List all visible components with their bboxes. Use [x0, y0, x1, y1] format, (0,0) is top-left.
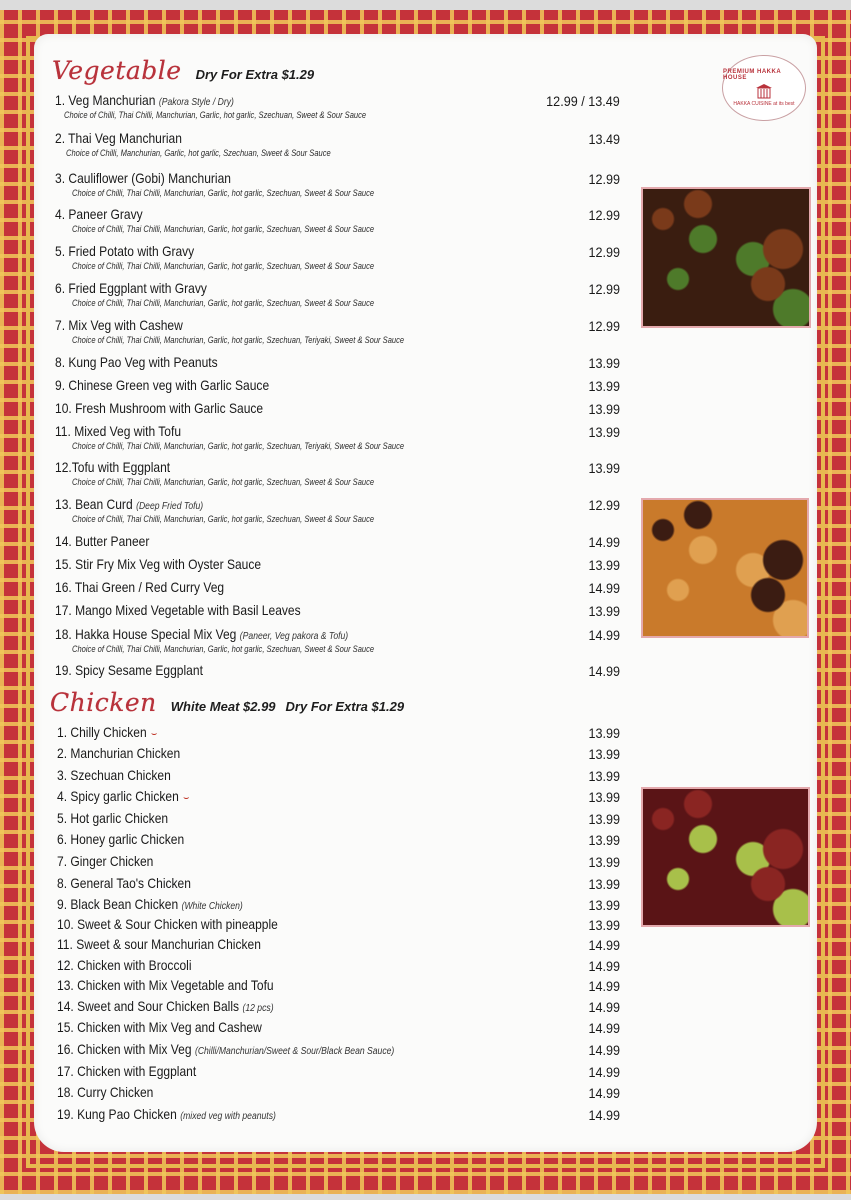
menu-item-note: (White Chicken) [181, 901, 243, 912]
vegetable-section-header [52, 56, 314, 85]
menu-item-name-wrapper [55, 496, 203, 512]
menu-item-price: 13.99 [588, 917, 620, 933]
menu-item-name: 1. Chilly Chicken [57, 724, 147, 740]
menu-item-name: 18. Curry Chicken [57, 1084, 154, 1100]
menu-item-name: 3. Szechuan Chicken [57, 767, 171, 783]
menu-item-price: 13.99 [588, 789, 620, 805]
menu-item-name: 16. Chicken with Mix Veg [57, 1041, 192, 1057]
menu-item-name-wrapper [57, 724, 157, 741]
menu-item-price: 13.99 [588, 424, 620, 440]
menu-item-name-wrapper [55, 602, 301, 618]
menu-item-name: 13. Chicken with Mix Vegetable and Tofu [57, 977, 274, 993]
chicken-item-3 [0, 767, 851, 784]
chicken-title: Chicken [50, 688, 157, 717]
menu-item-sauce-choices: Choice of Chilli, Thai Chilli, Manchurian, Garlic, hot garlic, Szechuan, Sweet & Sour Sauce [72, 514, 375, 524]
menu-item-price: 12.99 [588, 318, 620, 334]
chicken-item-16 [0, 1041, 851, 1058]
chicken-item-19 [0, 1106, 851, 1123]
menu-item-name-wrapper [57, 1019, 262, 1035]
vegetable-item-8 [0, 354, 851, 371]
menu-item-name: 8. Kung Pao Veg with Peanuts [55, 354, 218, 370]
menu-item-name-wrapper [55, 354, 218, 370]
menu-item-name-wrapper [57, 788, 189, 805]
menu-item-name: 8. General Tao's Chicken [57, 875, 191, 891]
logo-title: PREMIUM HAKKA HOUSE [723, 69, 781, 81]
menu-item-name: 2. Manchurian Chicken [57, 745, 181, 761]
menu-item-sauce-choices: Choice of Chilli, Thai Chilli, Manchurian, Garlic, hot garlic, Szechuan, Sweet & Sour Sauce [64, 110, 367, 120]
menu-item-price: 12.99 [588, 281, 620, 297]
menu-item-name: 9. Chinese Green veg with Garlic Sauce [55, 377, 270, 393]
menu-item-price: 14.99 [588, 534, 620, 550]
menu-item-note: (Pakora Style / Dry) [158, 97, 234, 108]
menu-item-name: 19. Spicy Sesame Eggplant [55, 662, 203, 678]
menu-item-name: 12. Chicken with Broccoli [57, 957, 192, 973]
chicken-item-12 [0, 957, 851, 974]
menu-item-name-wrapper [57, 1084, 153, 1100]
vegetable-title: Vegetable [52, 56, 182, 85]
menu-item-price: 13.99 [588, 811, 620, 827]
menu-item-price: 13.99 [588, 897, 620, 913]
menu-item-sauce-choices: Choice of Chilli, Thai Chilli, Manchurian, Garlic, hot garlic, Szechuan, Teriyaki, Sweet & Sour Sauce [72, 441, 405, 451]
vegetable-manchurian-photo [641, 187, 811, 328]
menu-item-price: 12.99 [588, 497, 620, 513]
vegetable-dry-note: Dry For Extra $1.29 [195, 67, 315, 82]
chicken-item-15 [0, 1019, 851, 1036]
menu-item-name-wrapper [57, 767, 171, 783]
menu-item-name: 13. Bean Curd [55, 496, 133, 512]
menu-item-name: 10. Fresh Mushroom with Garlic Sauce [55, 400, 264, 416]
menu-item-name-wrapper [55, 170, 231, 186]
menu-item-price: 14.99 [588, 1020, 620, 1036]
chicken-item-1 [0, 724, 851, 741]
menu-item-price: 14.99 [588, 999, 620, 1015]
menu-item-name: 16. Thai Green / Red Curry Veg [55, 579, 225, 595]
menu-item-name: 5. Hot garlic Chicken [57, 810, 169, 826]
menu-item-price: 14.99 [588, 1064, 620, 1080]
menu-item-name-wrapper [57, 896, 243, 912]
menu-item-price: 13.99 [588, 768, 620, 784]
chicken-item-14 [0, 998, 851, 1015]
menu-item-name: 15. Chicken with Mix Veg and Cashew [57, 1019, 262, 1035]
menu-item-name: 9. Black Bean Chicken [57, 896, 179, 912]
menu-item-name-wrapper [57, 998, 274, 1014]
menu-item-name: 12.Tofu with Eggplant [55, 459, 171, 475]
menu-item-price: 14.99 [588, 958, 620, 974]
menu-item-name-wrapper [55, 662, 203, 678]
menu-item-name-wrapper [55, 400, 263, 416]
menu-item-sauce-choices: Choice of Chilli, Thai Chilli, Manchurian, Garlic, hot garlic, Szechuan, Sweet & Sour Sauce [72, 298, 375, 308]
menu-item-price: 14.99 [588, 1085, 620, 1101]
chicken-dry-note: Dry For Extra $1.29 [285, 699, 405, 714]
menu-item-price: 14.99 [588, 580, 620, 596]
vegetable-item-19 [0, 662, 851, 679]
menu-item-name: 19. Kung Pao Chicken [57, 1106, 177, 1122]
menu-item-price: 13.99 [588, 557, 620, 573]
menu-item-name-wrapper [57, 875, 191, 891]
vegetable-item-11 [0, 423, 851, 451]
menu-item-name-wrapper [57, 810, 168, 826]
vegetable-item-12 [0, 459, 851, 487]
pagoda-icon [755, 83, 773, 99]
menu-item-name: 5. Fried Potato with Gravy [55, 243, 195, 259]
menu-item-name-wrapper [55, 626, 348, 642]
menu-item-price: 14.99 [588, 663, 620, 679]
menu-item-name-wrapper [55, 579, 224, 595]
menu-item-name-wrapper [55, 92, 234, 108]
menu-item-sauce-choices: Choice of Chilli, Manchurian, Garlic, hot garlic, Szechuan, Sweet & Sour Sauce [66, 148, 331, 158]
menu-item-name-wrapper [55, 317, 183, 333]
menu-item-price: 13.99 [588, 378, 620, 394]
menu-item-name: 7. Ginger Chicken [57, 853, 154, 869]
menu-item-name: 6. Fried Eggplant with Gravy [55, 280, 207, 296]
menu-item-name-wrapper [55, 280, 207, 296]
menu-item-name: 17. Chicken with Eggplant [57, 1063, 197, 1079]
menu-item-name: 14. Sweet and Sour Chicken Balls [57, 998, 240, 1014]
menu-item-name: 6. Honey garlic Chicken [57, 831, 185, 847]
menu-item-name-wrapper [57, 1041, 394, 1057]
menu-item-note: (Paneer, Veg pakora & Tofu) [239, 631, 349, 642]
menu-item-name-wrapper [55, 206, 143, 222]
logo-subtitle: HAKKA CUISINE at its best [733, 101, 795, 107]
menu-item-price: 12.99 [588, 244, 620, 260]
vegetable-item-9 [0, 377, 851, 394]
chicken-item-13 [0, 977, 851, 994]
menu-item-price: 13.99 [588, 355, 620, 371]
menu-item-name-wrapper [55, 459, 170, 475]
menu-item-note: (Deep Fried Tofu) [136, 501, 204, 512]
menu-item-name-wrapper [55, 533, 149, 549]
menu-item-name-wrapper [57, 957, 192, 973]
menu-item-sauce-choices: Choice of Chilli, Thai Chilli, Manchurian, Garlic, hot garlic, Szechuan, Sweet & Sour Sauce [72, 188, 375, 198]
menu-item-price: 14.99 [588, 978, 620, 994]
menu-item-name-wrapper [55, 130, 182, 146]
menu-item-price: 14.99 [588, 1042, 620, 1058]
menu-item-name: 4. Paneer Gravy [55, 206, 143, 222]
menu-item-price: 13.49 [588, 131, 620, 147]
menu-item-note: (mixed veg with peanuts) [180, 1111, 276, 1122]
menu-item-name-wrapper [57, 916, 278, 932]
menu-item-sauce-choices: Choice of Chilli, Thai Chilli, Manchurian, Garlic, hot garlic, Szechuan, Teriyaki, Sweet & Sour Sauce [72, 335, 405, 345]
chicken-white-meat-note: White Meat $2.99 [170, 699, 276, 714]
menu-item-name: 10. Sweet & Sour Chicken with pineapple [57, 916, 278, 932]
menu-item-name-wrapper [57, 853, 153, 869]
chicken-section-header [50, 688, 404, 717]
menu-item-price: 12.99 [588, 207, 620, 223]
menu-item-name-wrapper [55, 423, 181, 439]
menu-item-name-wrapper [57, 977, 274, 993]
menu-item-sauce-choices: Choice of Chilli, Thai Chilli, Manchurian, Garlic, hot garlic, Szechuan, Sweet & Sour Sauce [72, 224, 375, 234]
menu-item-name-wrapper [55, 556, 261, 572]
chicken-item-11 [0, 936, 851, 953]
menu-item-name: 17. Mango Mixed Vegetable with Basil Leaves [55, 602, 301, 618]
menu-item-name: 7. Mix Veg with Cashew [55, 317, 183, 333]
chilli-chicken-photo [641, 787, 810, 927]
menu-item-price: 12.99 [588, 171, 620, 187]
menu-item-price: 14.99 [588, 1107, 620, 1123]
menu-item-sauce-choices: Choice of Chilli, Thai Chilli, Manchurian, Garlic, hot garlic, Szechuan, Sweet & Sour Sauce [72, 644, 375, 654]
menu-item-name: 15. Stir Fry Mix Veg with Oyster Sauce [55, 556, 262, 572]
menu-item-sauce-choices: Choice of Chilli, Thai Chilli, Manchurian, Garlic, hot garlic, Szechuan, Sweet & Sour Sauce [72, 477, 375, 487]
menu-item-name: 14. Butter Paneer [55, 533, 150, 549]
menu-item-name-wrapper [55, 377, 269, 393]
menu-item-name-wrapper [57, 745, 180, 761]
menu-item-price: 13.99 [588, 832, 620, 848]
menu-item-name: 4. Spicy garlic Chicken [57, 788, 179, 804]
menu-item-name-wrapper [57, 831, 184, 847]
restaurant-logo [722, 55, 806, 121]
menu-item-price: 12.99 / 13.49 [546, 93, 620, 109]
menu-item-note: (Chilli/Manchurian/Sweet & Sour/Black Bean Sauce) [194, 1046, 395, 1057]
menu-item-price: 14.99 [588, 937, 620, 953]
menu-item-sauce-choices: Choice of Chilli, Thai Chilli, Manchurian, Garlic, hot garlic, Szechuan, Sweet & Sour Sauce [72, 261, 375, 271]
menu-item-price: 14.99 [588, 627, 620, 643]
vegetable-item-10 [0, 400, 851, 417]
menu-item-price: 13.99 [588, 603, 620, 619]
chili-pepper-icon: ⌣ [150, 728, 158, 740]
menu-item-name: 18. Hakka House Special Mix Veg [55, 626, 237, 642]
vegetable-item-2 [0, 130, 851, 158]
menu-item-name: 11. Mixed Veg with Tofu [55, 423, 182, 439]
menu-item-price: 13.99 [588, 854, 620, 870]
chili-pepper-icon: ⌣ [183, 792, 190, 804]
menu-item-name-wrapper [57, 1106, 276, 1122]
menu-item-name: 3. Cauliflower (Gobi) Manchurian [55, 170, 231, 186]
menu-item-price: 13.99 [588, 725, 620, 741]
menu-item-name-wrapper [57, 936, 261, 952]
menu-item-price: 13.99 [588, 876, 620, 892]
menu-item-name-wrapper [55, 243, 194, 259]
chicken-item-17 [0, 1063, 851, 1080]
menu-item-price: 13.99 [588, 401, 620, 417]
menu-item-price: 13.99 [588, 460, 620, 476]
menu-item-name: 2. Thai Veg Manchurian [55, 130, 182, 146]
chicken-item-2 [0, 745, 851, 762]
vegetable-item-3 [0, 170, 851, 198]
menu-item-price: 13.99 [588, 746, 620, 762]
chicken-item-18 [0, 1084, 851, 1101]
menu-item-name-wrapper [57, 1063, 196, 1079]
menu-item-note: (12 pcs) [242, 1003, 274, 1014]
menu-item-name: 11. Sweet & sour Manchurian Chicken [57, 936, 261, 952]
menu-item-name: 1. Veg Manchurian [55, 92, 156, 108]
fried-eggplant-photo [641, 498, 809, 638]
